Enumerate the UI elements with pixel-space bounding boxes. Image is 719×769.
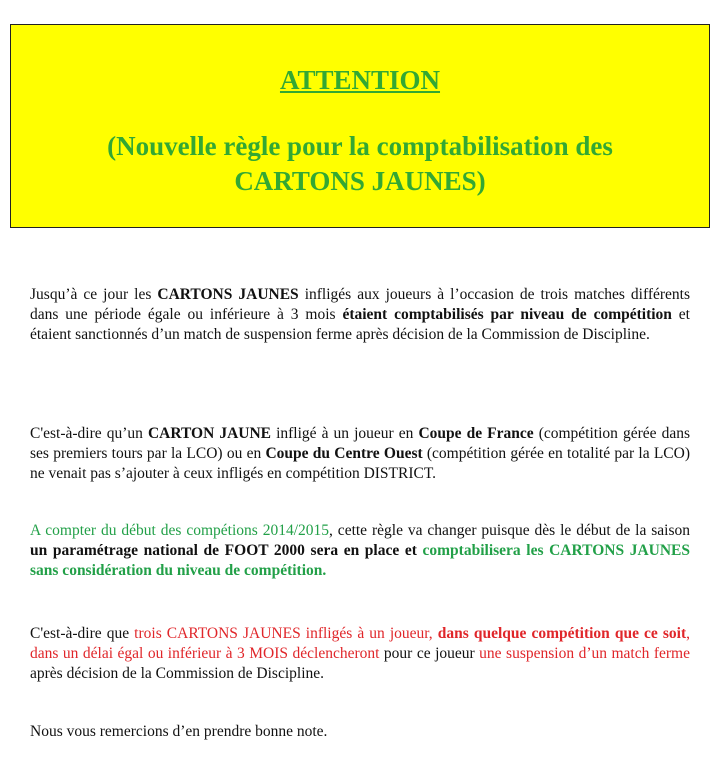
banner-subtitle [51,129,669,199]
paragraph1-text-5: et étaient sanctionnés d’un match de suspension ferme après décision de la Commission de Discipline. [30,306,690,343]
paragraph2-text-3: infligé à un joueur en [271,425,419,442]
paragraph3-text-1: A compter du début des compétions 2014/2015 [30,522,330,539]
paragraph-new-rule [30,521,690,581]
paragraph1-text-3: infligés aux joueurs à l’occasion de trois matches différents dans une période égale ou inférieure à 3 mois [30,286,690,323]
paragraph2-text-7: (compétition gérée en totalité par la LCO) ne venait pas s’ajouter à ceux infligés en compétition DISTRICT. [30,445,690,482]
paragraph4-text-1: C'est-à-dire que [30,625,135,642]
paragraph1-text-2: CARTONS JAUNES [157,286,299,303]
paragraph4-text-4: , dans un délai égal ou inférieur à 3 MOIS déclencheront [30,625,690,662]
attention-banner [10,24,710,228]
paragraph4-text-6: une suspension d’un match ferme [479,645,690,662]
paragraph1-text-1: Jusqu’à ce jour les [30,286,158,303]
closing-sentence: Nous vous remercions d’en prendre bonne note. [30,723,328,740]
paragraph4-text-2: trois CARTONS JAUNES infligés à un joueur, [134,625,438,642]
paragraph3-text-3: un paramétrage national de FOOT 2000 sera en place et [30,542,423,559]
paragraph-example [30,424,690,484]
paragraph4-text-7: après décision de la Commission de Discipline. [30,665,325,682]
paragraph3-text-2: , cette règle va changer puisque dès le début de la saison [329,522,690,539]
paragraph2-text-6: Coupe du Centre Ouest [265,445,423,462]
paragraph2-text-4: Coupe de France [418,425,534,442]
paragraph2-text-5: (compétition gérée dans ses premiers tours par la LCO) ou en [30,425,690,462]
paragraph2-text-2: CARTON JAUNE [147,425,272,442]
paragraph2-text-1: C'est-à-dire qu’un [30,425,148,442]
paragraph-new-sanction [30,624,690,684]
banner-subtitle-line1: (Nouvelle règle pour la comptabilisation des [107,131,613,161]
paragraph4-text-3: dans quelque compétition que ce soit [437,625,687,642]
paragraph1-text-4: étaient comptabilisés par niveau de compétition [342,306,672,323]
paragraph-previous-rule [30,285,690,345]
banner-title: ATTENTION [279,65,441,95]
banner-subtitle-line2: CARTONS JAUNES) [234,166,486,196]
paragraph3-text-4: comptabilisera les CARTONS JAUNES sans considération du niveau de compétition. [30,542,690,579]
paragraph4-text-5: pour ce joueur [379,645,480,662]
